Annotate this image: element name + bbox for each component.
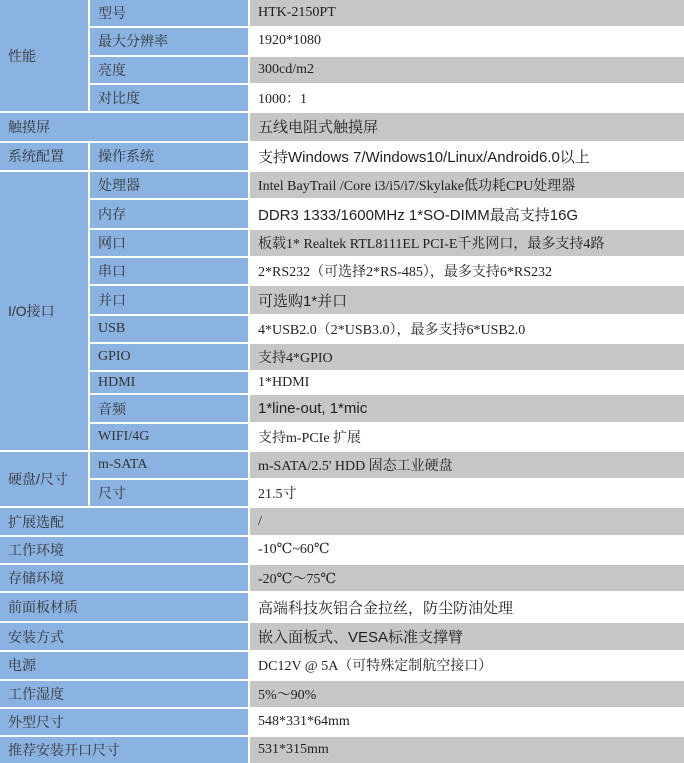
row-value: 531*315mm bbox=[250, 737, 684, 763]
table-row bbox=[0, 565, 684, 593]
row-value: -20℃～75℃ bbox=[250, 565, 684, 593]
row-label: 并口 bbox=[90, 286, 250, 316]
row-label: 内存 bbox=[90, 200, 250, 230]
row-value: HTK-2150PT bbox=[250, 0, 684, 28]
row-value: DDR3 1333/1600MHz 1*SO-DIMM最高支持16G bbox=[250, 200, 684, 230]
row-label: USB bbox=[90, 316, 250, 344]
row-label: HDMI bbox=[90, 372, 250, 395]
row-value: 21.5寸 bbox=[250, 480, 684, 508]
table-row bbox=[0, 623, 684, 653]
row-label: 对比度 bbox=[90, 85, 250, 113]
row-value: 5%～90% bbox=[250, 681, 684, 709]
row-value: 548*331*64mm bbox=[250, 709, 684, 737]
table-row bbox=[0, 709, 684, 737]
row-label: 音频 bbox=[90, 395, 250, 423]
table-row bbox=[0, 172, 684, 200]
row-value: 1000：1 bbox=[250, 85, 684, 113]
row-label: GPIO bbox=[90, 344, 250, 372]
row-value: 1*HDMI bbox=[250, 372, 684, 395]
table-row bbox=[0, 85, 684, 113]
row-value: / bbox=[250, 508, 684, 536]
row-value: Intel BayTrail /Core i3/i5/i7/Skylake低功耗CPU处理器 bbox=[250, 172, 684, 200]
row-category: 性能 bbox=[0, 0, 90, 113]
row-label: WIFI/4G bbox=[90, 424, 250, 452]
row-value: 支持m-PCIe 扩展 bbox=[250, 424, 684, 452]
table-row bbox=[0, 0, 684, 28]
row-value: 支持4*GPIO bbox=[250, 344, 684, 372]
table-row bbox=[0, 143, 684, 173]
row-value: 2*RS232（可选择2*RS-485），最多支持6*RS232 bbox=[250, 258, 684, 286]
row-value: 1920*1080 bbox=[250, 28, 684, 56]
row-label: 最大分辨率 bbox=[90, 28, 250, 56]
table-row bbox=[0, 537, 684, 565]
row-value: 五线电阻式触摸屏 bbox=[250, 113, 684, 143]
row-label: 亮度 bbox=[90, 57, 250, 85]
table-row bbox=[0, 452, 684, 480]
table-row bbox=[0, 57, 684, 85]
row-category: 触摸屏 bbox=[0, 113, 250, 143]
table-row bbox=[0, 372, 684, 395]
row-category: 外型尺寸 bbox=[0, 709, 250, 737]
row-label: 型号 bbox=[90, 0, 250, 28]
table-row bbox=[0, 230, 684, 258]
table-row bbox=[0, 652, 684, 680]
table-row bbox=[0, 28, 684, 56]
table-row bbox=[0, 316, 684, 344]
table-row bbox=[0, 344, 684, 372]
row-category: 推荐安装开口尺寸 bbox=[0, 737, 250, 763]
table-row bbox=[0, 593, 684, 623]
row-category: 硬盘/尺寸 bbox=[0, 452, 90, 509]
row-category: 电源 bbox=[0, 652, 250, 680]
row-category: 存储环境 bbox=[0, 565, 250, 593]
row-value: 1*line-out, 1*mic bbox=[250, 395, 684, 423]
row-category: 工作湿度 bbox=[0, 681, 250, 709]
table-row bbox=[0, 258, 684, 286]
table-row bbox=[0, 508, 684, 536]
row-value: 可选购1*并口 bbox=[250, 286, 684, 316]
row-label: 串口 bbox=[90, 258, 250, 286]
table-row bbox=[0, 480, 684, 508]
table-row bbox=[0, 681, 684, 709]
row-value: m-SATA/2.5' HDD 固态工业硬盘 bbox=[250, 452, 684, 480]
row-value: 4*USB2.0（2*USB3.0），最多支持6*USB2.0 bbox=[250, 316, 684, 344]
table-row bbox=[0, 200, 684, 230]
row-category: 工作环境 bbox=[0, 537, 250, 565]
row-value: 支持Windows 7/Windows10/Linux/Android6.0以上 bbox=[250, 143, 684, 173]
row-value: 板载1* Realtek RTL8111EL PCI-E千兆网口，最多支持4路 bbox=[250, 230, 684, 258]
table-row bbox=[0, 286, 684, 316]
row-value: DC12V @ 5A（可特殊定制航空接口） bbox=[250, 652, 684, 680]
row-value: 嵌入面板式、VESA标准支撑臂 bbox=[250, 623, 684, 653]
row-category: 系统配置 bbox=[0, 143, 90, 173]
row-category: 安装方式 bbox=[0, 623, 250, 653]
row-category: 前面板材质 bbox=[0, 593, 250, 623]
row-value: -10℃~60℃ bbox=[250, 537, 684, 565]
table-row bbox=[0, 737, 684, 763]
row-value: 300cd/m2 bbox=[250, 57, 684, 85]
row-value: 高端科技灰铝合金拉丝，防尘防油处理 bbox=[250, 593, 684, 623]
table-row bbox=[0, 395, 684, 423]
table-row bbox=[0, 424, 684, 452]
row-label: 尺寸 bbox=[90, 480, 250, 508]
row-label: 网口 bbox=[90, 230, 250, 258]
row-category: I/O接口 bbox=[0, 172, 90, 452]
row-label: 操作系统 bbox=[90, 143, 250, 173]
row-label: 处理器 bbox=[90, 172, 250, 200]
table-row bbox=[0, 113, 684, 143]
row-category: 扩展选配 bbox=[0, 508, 250, 536]
row-label: m-SATA bbox=[90, 452, 250, 480]
